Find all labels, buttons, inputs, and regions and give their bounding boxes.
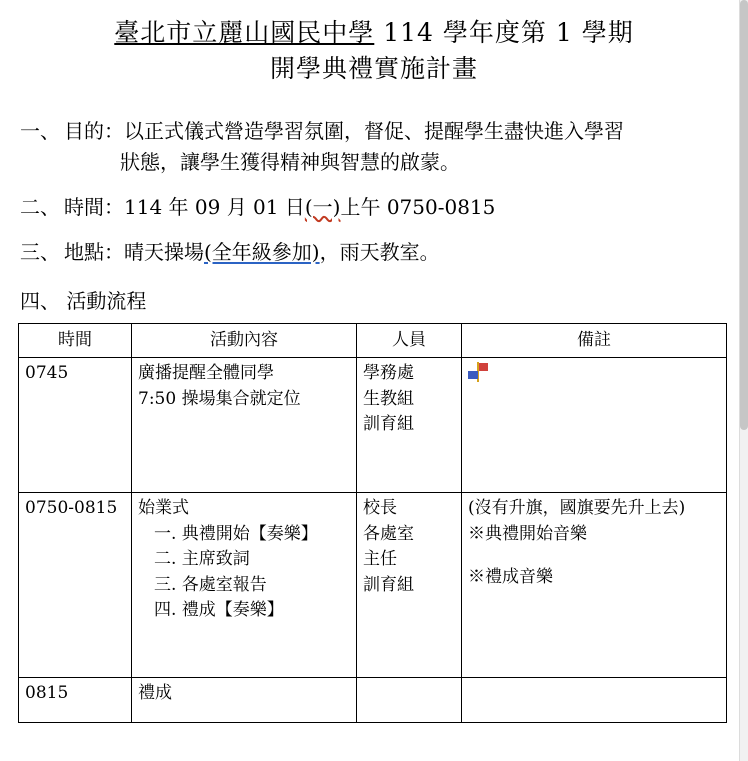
section-place-note: (全年級參加) (204, 239, 320, 264)
person-line: 主任 (363, 549, 397, 569)
note-line: ※禮成音樂 (468, 567, 553, 587)
content-line: 二. 主席致詞 (154, 549, 250, 569)
person-line: 校長 (363, 498, 397, 518)
section-time-body (60, 192, 730, 223)
table-row (19, 493, 727, 678)
section-time-hours: 上午 0750-0815 (340, 194, 496, 219)
section-purpose-label: 目的： (64, 118, 124, 143)
section-time-number: 二、 (20, 194, 60, 219)
document-body (18, 116, 730, 724)
content-line: 廣播提醒全體同學 (138, 363, 274, 383)
cell-time: 0745 (19, 358, 132, 493)
person-line: 訓育組 (363, 414, 414, 434)
title-line-1 (18, 16, 730, 50)
cell-content (132, 493, 357, 678)
note-spacer (468, 547, 720, 565)
column-header-note: 備註 (462, 323, 727, 358)
section-place-number: 三、 (20, 239, 60, 264)
column-header-person: 人員 (357, 323, 462, 358)
cell-content (132, 678, 357, 723)
cell-person (357, 493, 462, 678)
person-line: 訓育組 (363, 574, 414, 595)
cell-note (462, 358, 727, 493)
note-line: (沒有升旗，國旗要先升上去) (468, 498, 686, 518)
cell-time: 0750-0815 (19, 493, 132, 678)
section-purpose (18, 116, 730, 178)
person-line: 各處室 (363, 523, 414, 544)
section-place-venue: 晴天操場 (124, 239, 204, 264)
content-line: 始業式 (138, 498, 189, 518)
cell-time: 0815 (19, 678, 132, 723)
cell-note (462, 493, 727, 678)
column-header-time: 時間 (19, 323, 132, 358)
content-line: 一. 典禮開始【奏樂】 (154, 523, 318, 544)
cell-content (132, 358, 357, 493)
title-term: 114 學年度第 1 學期 (374, 18, 634, 47)
section-time (18, 192, 730, 223)
title-school-name: 臺北市立麗山國民中學 (114, 18, 375, 47)
table-row (19, 678, 727, 723)
cell-person (357, 358, 462, 493)
content-line: 四. 禮成【奏樂】 (154, 600, 284, 620)
section-time-label: 時間： (64, 194, 124, 219)
person-line: 生教組 (363, 388, 414, 409)
section-time-date: 114 年 09 月 01 日 (124, 194, 305, 219)
column-header-content: 活動內容 (132, 323, 357, 358)
table-row (19, 358, 727, 493)
cell-note (462, 678, 727, 723)
section-place-body (60, 237, 730, 268)
table-header-row (19, 323, 727, 358)
person-line: 學務處 (363, 363, 414, 383)
flag-icon (468, 362, 488, 382)
section-place-label: 地點： (64, 239, 124, 264)
section-place (18, 237, 730, 268)
vertical-scrollbar[interactable] (739, 0, 748, 761)
section-purpose-number: 一、 (20, 118, 60, 143)
section-time-weekday: (一) (304, 194, 341, 219)
section-place-rain: ，雨天教室。 (319, 239, 440, 264)
scrollbar-thumb[interactable] (740, 0, 748, 430)
note-line: ※典禮開始音樂 (468, 523, 587, 544)
activity-flow-table (18, 323, 727, 724)
section-purpose-body (60, 116, 730, 178)
section-flow-heading: 四、 活動流程 (20, 288, 147, 313)
content-line: 7:50 操場集合就定位 (138, 388, 301, 409)
document-title (18, 16, 730, 86)
content-line: 禮成 (138, 683, 172, 703)
title-line-2: 開學典禮實施計畫 (269, 53, 478, 83)
content-line: 三. 各處室報告 (154, 574, 267, 595)
section-purpose-continuation: 狀態，讓學生獲得精神與智慧的啟蒙。 (120, 149, 460, 174)
cell-person (357, 678, 462, 723)
section-purpose-text: 以正式儀式營造學習氛圍，督促、提醒學生盡快進入學習 (124, 118, 624, 143)
